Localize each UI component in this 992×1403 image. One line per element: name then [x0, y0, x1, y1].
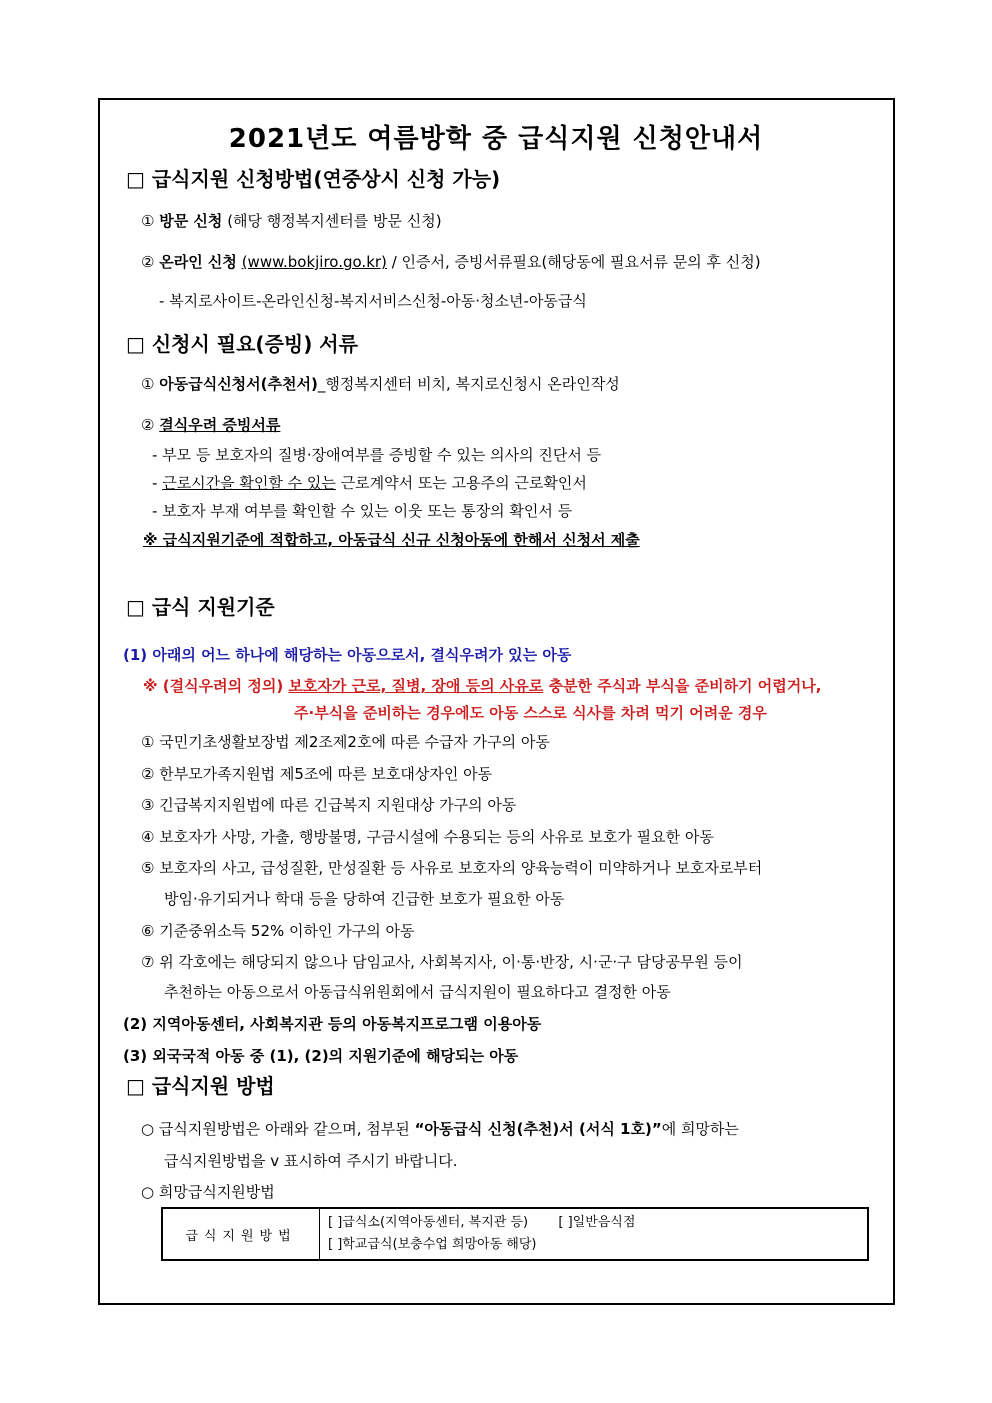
doc-underlined: 근로시간을 확인할 수 있는 — [162, 474, 336, 492]
section-heading-support-method: □ 급식지원 방법 — [126, 1074, 275, 1098]
definition-line-1 — [143, 676, 821, 696]
doc-proof-heading — [141, 415, 280, 435]
online-path: - 복지로사이트-온라인신청-복지서비스신청-아동·청소년-아동급식 — [159, 292, 587, 310]
criteria-1: (1) 아래의 어느 하나에 해당하는 아동으로서, 결식우려가 있는 아동 — [123, 646, 572, 664]
item-bold-label: 온라인 신청 — [159, 253, 237, 271]
section-heading-apply-method: □ 급식지원 신청방법(연중상시 신청 가능) — [126, 167, 501, 191]
item-number: ① — [141, 212, 155, 230]
bokjiro-link[interactable]: (www.bokjiro.go.kr) — [241, 253, 387, 271]
page-title: 2021년도 여름방학 중 급식지원 신청안내서 — [228, 124, 764, 154]
method-options — [320, 1208, 869, 1260]
item-number: ② — [141, 416, 155, 434]
method-instruction — [141, 1119, 739, 1139]
method-table-label: 급식지원방법 — [162, 1208, 320, 1260]
definition-prefix: ※ (결식우려의 정의) — [143, 677, 284, 695]
section-heading-criteria: □ 급식 지원기준 — [126, 595, 275, 619]
item-text: (해당 행정복지센터를 방문 신청) — [227, 212, 442, 230]
method-table — [161, 1207, 869, 1261]
criteria-item: ③ 긴급복지지원법에 따른 긴급복지 지원대상 가구의 아동 — [141, 796, 517, 814]
method-options-row-2 — [328, 1234, 859, 1256]
doc-text: 근로계약서 또는 고용주의 근로확인서 — [340, 474, 587, 492]
criteria-item: ⑤ 보호자의 사고, 급성질환, 만성질환 등 사유로 보호자의 양육능력이 미약하거나 보호자로부터 — [141, 859, 763, 877]
instruction-text: ○ 급식지원방법은 아래와 같으며, 첨부된 — [141, 1120, 410, 1138]
dash: - — [152, 474, 158, 492]
section-heading-documents: □ 신청시 필요(증빙) 서류 — [126, 332, 358, 356]
documents-note: ※ 급식지원기준에 적합하고, 아동급식 신규 신청아동에 한해서 신청서 제출 — [143, 531, 640, 549]
item-bold-label: 아동급식신청서(추천서) — [159, 375, 318, 393]
apply-visit-item — [141, 211, 442, 231]
definition-line-2: 주·부식을 준비하는 경우에도 아동 스스로 식사를 차려 먹기 어려운 경우 — [294, 704, 767, 722]
criteria-item: ④ 보호자가 사망, 가출, 행방불명, 구금시설에 수용되는 등의 사유로 보호가 필요한 아동 — [141, 828, 714, 846]
doc-proof-medical: - 부모 등 보호자의 질병·장애여부를 증빙할 수 있는 의사의 진단서 등 — [152, 446, 602, 464]
option-school-meal[interactable]: [ ]학교급식(보충수업 희망아동 해당) — [328, 1237, 537, 1252]
criteria-3: (3) 외국국적 아동 중 (1), (2)의 지원기준에 해당되는 아동 — [123, 1047, 519, 1065]
item-number: ① — [141, 375, 155, 393]
preferred-method-label: ○ 희망급식지원방법 — [141, 1183, 275, 1201]
criteria-item: ① 국민기초생활보장법 제2조제2호에 따른 수급자 가구의 아동 — [141, 733, 550, 751]
criteria-item-continued: 방임·유기되거나 학대 등을 당하여 긴급한 보호가 필요한 아동 — [164, 890, 565, 908]
item-text: / 인증서, 증빙서류필요(해당동에 필요서류 문의 후 신청) — [391, 253, 761, 271]
option-food-center[interactable]: [ ]급식소(지역아동센터, 복지관 등) — [328, 1215, 529, 1230]
criteria-item: ② 한부모가족지원법 제5조에 따른 보호대상자인 아동 — [141, 765, 493, 783]
definition-text: 충분한 주식과 부식을 준비하기 어렵거나, — [548, 677, 822, 695]
method-instruction-continued: 급식지원방법을 v 표시하여 주시기 바랍니다. — [164, 1152, 458, 1170]
item-text: _행정복지센터 비치, 복지로신청시 온라인작성 — [317, 375, 620, 393]
criteria-item: ⑥ 기준중위소득 52% 이하인 가구의 아동 — [141, 922, 415, 940]
doc-application-form — [141, 374, 620, 394]
criteria-2: (2) 지역아동센터, 사회복지관 등의 아동복지프로그램 이용아동 — [123, 1015, 542, 1033]
form-name: “아동급식 신청(추천)서 (서식 1호)” — [414, 1120, 662, 1138]
criteria-item: ⑦ 위 각호에는 해당되지 않으나 담임교사, 사회복지사, 이·통·반장, 시·군·구 담당공무원 등이 — [141, 953, 743, 971]
apply-online-item — [141, 252, 761, 272]
criteria-item-continued: 추천하는 아동으로서 아동급식위원회에서 급식지원이 필요하다고 결정한 아동 — [164, 983, 671, 1001]
item-bold-label: 방문 신청 — [159, 212, 223, 230]
instruction-text: 에 희망하는 — [661, 1120, 739, 1138]
item-bold-label: 결식우려 증빙서류 — [159, 416, 281, 434]
definition-underlined: 보호자가 근로, 질병, 장애 등의 사유로 — [288, 677, 544, 695]
option-restaurant[interactable]: [ ]일반음식점 — [558, 1215, 636, 1230]
doc-proof-employment — [152, 473, 587, 493]
method-options-row-1 — [328, 1212, 859, 1234]
item-number: ② — [141, 253, 155, 271]
doc-proof-neighbor: - 보호자 부재 여부를 확인할 수 있는 이웃 또는 통장의 확인서 등 — [152, 502, 573, 520]
